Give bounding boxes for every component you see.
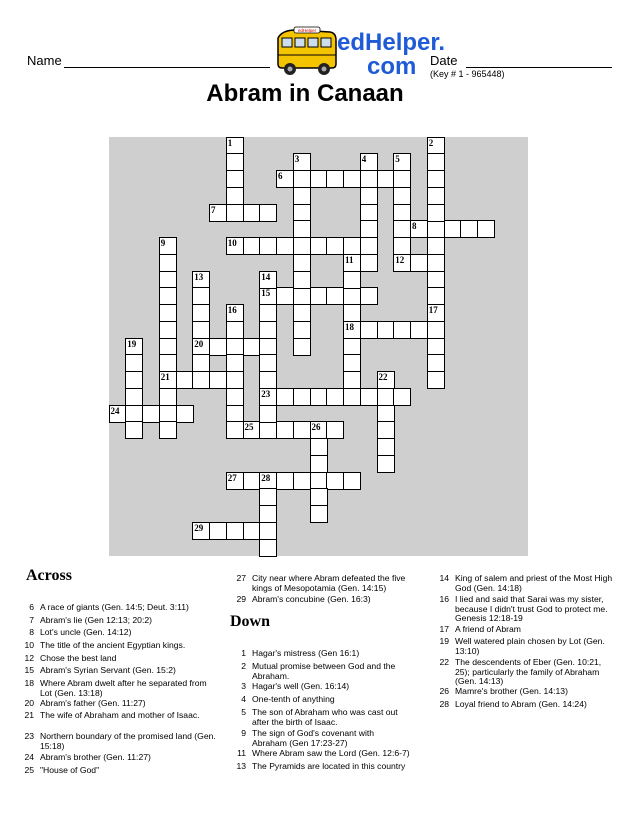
clue-text: Loyal friend to Abram (Gen. 14:24) [455, 699, 587, 709]
crossword-cell[interactable] [125, 354, 143, 372]
page-title: Abram in Canaan [206, 80, 404, 107]
crossword-cell[interactable] [477, 220, 495, 238]
crossword-cell[interactable] [377, 170, 395, 188]
crossword-cell[interactable] [360, 388, 378, 406]
crossword-cell[interactable] [209, 371, 227, 389]
crossword-cell[interactable] [427, 170, 445, 188]
clue-number: 4 [241, 694, 246, 704]
clue-number: 9 [241, 728, 246, 738]
clue-number: 8 [29, 627, 34, 637]
clue-number: 27 [227, 472, 237, 483]
clue-text: Hagar's well (Gen. 16:14) [252, 681, 350, 691]
clue-number: 29 [236, 594, 246, 604]
crossword-cell[interactable] [310, 287, 328, 305]
crossword-cell[interactable] [310, 421, 328, 439]
crossword-cell[interactable] [226, 170, 244, 188]
crossword-cell[interactable] [326, 472, 344, 490]
crossword-grid [109, 137, 528, 556]
crossword-cell[interactable] [343, 472, 361, 490]
clue-number: 25 [24, 765, 34, 775]
crossword-cell[interactable] [444, 220, 462, 238]
crossword-cell[interactable] [293, 271, 311, 289]
clue-number: 19 [127, 338, 137, 349]
crossword-cell[interactable] [410, 220, 428, 238]
crossword-cell[interactable] [293, 187, 311, 205]
clue-number: 25 [244, 422, 254, 433]
crossword-cell[interactable] [427, 187, 445, 205]
crossword-cell[interactable] [259, 304, 277, 322]
clue-number: 4 [361, 154, 367, 165]
crossword-cell[interactable] [293, 254, 311, 272]
crossword-cell[interactable] [259, 287, 277, 305]
clue-text: The Pyramids are located in this country [252, 761, 406, 771]
crossword-cell[interactable] [360, 153, 378, 171]
clue-text: One-tenth of anything [252, 694, 335, 704]
clue-number: 27 [236, 573, 246, 583]
clue-text: King of salem and priest of the Most High God (Gen. 14:18) [455, 573, 613, 593]
crossword-cell[interactable] [226, 304, 244, 322]
crossword-cell[interactable] [226, 421, 244, 439]
crossword-cell[interactable] [293, 338, 311, 356]
crossword-cell[interactable] [159, 405, 177, 423]
clue-number: 24 [110, 405, 120, 416]
crossword-cell[interactable] [259, 237, 277, 255]
crossword-cell[interactable] [377, 388, 395, 406]
crossword-cell[interactable] [259, 421, 277, 439]
clue-number: 7 [211, 204, 216, 215]
crossword-cell[interactable] [243, 237, 261, 255]
crossword-cell[interactable] [226, 371, 244, 389]
crossword-cell[interactable] [343, 170, 361, 188]
clue-number: 23 [261, 388, 271, 399]
crossword-cell[interactable] [226, 237, 244, 255]
clue-number: 11 [237, 748, 246, 758]
crossword-cell[interactable] [427, 254, 445, 272]
clue-number: 3 [294, 154, 300, 165]
crossword-cell[interactable] [192, 522, 210, 540]
crossword-cell[interactable] [410, 321, 428, 339]
clue-number: 8 [412, 221, 417, 232]
crossword-cell[interactable] [192, 321, 210, 339]
crossword-cell[interactable] [377, 455, 395, 473]
date-label: Date [430, 53, 458, 68]
crossword-cell[interactable] [159, 421, 177, 439]
clue-number: 15 [24, 665, 34, 675]
crossword-cell[interactable] [393, 254, 411, 272]
clue-number: 1 [227, 137, 233, 148]
crossword-cell[interactable] [259, 539, 277, 557]
crossword-cell[interactable] [243, 421, 261, 439]
crossword-cell[interactable] [343, 371, 361, 389]
crossword-cell[interactable] [293, 153, 311, 171]
clue-number: 2 [428, 137, 434, 148]
crossword-cell[interactable] [276, 421, 294, 439]
crossword-cell[interactable] [360, 287, 378, 305]
clue-text: Where Abram saw the Lord (Gen. 12:6-7) [252, 748, 410, 758]
clue-number: 10 [24, 640, 34, 650]
clue-text: The son of Abraham who was cast out after the birth of Isaac. [252, 707, 398, 727]
clue-number: 29 [194, 522, 204, 533]
crossword-cell[interactable] [209, 204, 227, 222]
crossword-cell[interactable] [125, 388, 143, 406]
clue-number: 12 [24, 653, 34, 663]
clue-text: Where Abram dwelt after he separated from Lot (Gen. 13:18) [40, 678, 207, 698]
crossword-cell[interactable] [377, 321, 395, 339]
crossword-cell[interactable] [310, 505, 328, 523]
crossword-cell[interactable] [410, 254, 428, 272]
clue-number: 13 [236, 761, 246, 771]
crossword-cell[interactable] [293, 421, 311, 439]
crossword-cell[interactable] [393, 321, 411, 339]
down-heading: Down [230, 613, 271, 630]
crossword-cell[interactable] [343, 271, 361, 289]
name-label: Name [27, 53, 62, 68]
clue-text: Lot's uncle (Gen. 14:12) [40, 627, 132, 637]
crossword-cell[interactable] [226, 321, 244, 339]
clue-number: 21 [160, 372, 170, 382]
clue-number: 24 [24, 752, 34, 762]
clue-number: 19 [439, 636, 449, 646]
crossword-cell[interactable] [259, 321, 277, 339]
crossword-cell[interactable] [393, 220, 411, 238]
crossword-cell[interactable] [360, 237, 378, 255]
clue-text: Abram's concubine (Gen. 16:3) [252, 594, 371, 604]
crossword-cell[interactable] [226, 204, 244, 222]
clue-text: Mutual promise between God and the Abraham. [252, 661, 396, 681]
crossword-cell[interactable] [377, 438, 395, 456]
crossword-cell[interactable] [310, 488, 328, 506]
clue-number: 18 [24, 678, 34, 688]
crossword-cell[interactable] [109, 405, 127, 423]
clue-text: City near where Abram defeated the five kings of Mesopotamia (Gen. 14:15) [252, 573, 406, 593]
clue-number: 23 [24, 731, 34, 741]
crossword-cell[interactable] [393, 187, 411, 205]
crossword-cell[interactable] [243, 338, 261, 356]
crossword-cell[interactable] [343, 237, 361, 255]
crossword-cell[interactable] [259, 338, 277, 356]
crossword-cell[interactable] [259, 388, 277, 406]
crossword-cell[interactable] [393, 170, 411, 188]
date-line[interactable] [466, 67, 612, 68]
crossword-cell[interactable] [226, 338, 244, 356]
crossword-cell[interactable] [293, 304, 311, 322]
crossword-cell[interactable] [427, 137, 445, 155]
crossword-cell[interactable] [293, 287, 311, 305]
crossword-cell[interactable] [243, 472, 261, 490]
crossword-cell[interactable] [326, 287, 344, 305]
crossword-cell[interactable] [343, 287, 361, 305]
clue-text: I lied and said that Sarai was my sister, because I didn't trust God to protect me. Genesis 12:18-19 [455, 594, 608, 623]
clue-text: "House of God" [40, 765, 100, 775]
crossword-cell[interactable] [310, 237, 328, 255]
crossword-cell[interactable] [192, 371, 210, 389]
crossword-cell[interactable] [259, 371, 277, 389]
crossword-cell[interactable] [293, 237, 311, 255]
crossword-cell[interactable] [226, 137, 244, 155]
crossword-cell[interactable] [259, 472, 277, 490]
clue-text: The descendents of Eber (Gen. 10:21, 25); particularly the family of Abraham (Gen. 14:13) [455, 657, 602, 686]
clue-text: Well watered plain chosen by Lot (Gen. 13:10) [455, 636, 605, 656]
crossword-cell[interactable] [310, 388, 328, 406]
crossword-cell[interactable] [259, 405, 277, 423]
crossword-cell[interactable] [293, 170, 311, 188]
crossword-cell[interactable] [159, 354, 177, 372]
clue-text: Abram's brother (Gen. 11:27) [40, 752, 151, 762]
crossword-cell[interactable] [326, 388, 344, 406]
crossword-cell[interactable] [125, 338, 143, 356]
clue-number: 5 [241, 707, 246, 717]
crossword-cell[interactable] [159, 271, 177, 289]
crossword-cell[interactable] [259, 354, 277, 372]
clue-number: 21 [24, 710, 34, 720]
clue-number: 1 [241, 648, 246, 658]
clue-number: 16 [227, 305, 237, 315]
crossword-cell[interactable] [360, 187, 378, 205]
crossword-cell[interactable] [343, 254, 361, 272]
clue-number: 16 [439, 594, 449, 604]
crossword-cell[interactable] [393, 204, 411, 222]
crossword-cell[interactable] [192, 304, 210, 322]
clue-text: Abram's lie (Gen 12:13; 20:2) [40, 615, 152, 625]
crossword-cell[interactable] [310, 455, 328, 473]
crossword-cell[interactable] [159, 338, 177, 356]
clue-text: Mamre's brother (Gen. 14:13) [455, 686, 568, 696]
crossword-cell[interactable] [293, 220, 311, 238]
crossword-cell[interactable] [276, 287, 294, 305]
clue-number: 11 [345, 254, 354, 265]
crossword-cell[interactable] [276, 237, 294, 255]
clue-number: 5 [395, 154, 400, 165]
crossword-cell[interactable] [360, 220, 378, 238]
crossword-cell[interactable] [293, 204, 311, 222]
crossword-cell[interactable] [326, 170, 344, 188]
crossword-cell[interactable] [293, 388, 311, 406]
crossword-cell[interactable] [276, 388, 294, 406]
crossword-cell[interactable] [393, 153, 411, 171]
crossword-cell[interactable] [259, 204, 277, 222]
clue-number: 6 [278, 171, 283, 181]
crossword-cell[interactable] [427, 338, 445, 356]
crossword-cell[interactable] [343, 354, 361, 372]
crossword-cell[interactable] [159, 321, 177, 339]
clue-number: 28 [261, 472, 271, 483]
school-bus-icon [278, 27, 336, 75]
crossword-cell[interactable] [159, 388, 177, 406]
crossword-cell[interactable] [427, 153, 445, 171]
crossword-cell[interactable] [226, 187, 244, 205]
crossword-cell[interactable] [176, 371, 194, 389]
name-line[interactable] [64, 67, 270, 68]
clue-number: 17 [439, 624, 449, 634]
clue-text: The sign of God's covenant with Abraham (Gen 17:23-27) [252, 728, 375, 748]
logo-text-bottom: com [367, 53, 417, 80]
clue-number: 6 [29, 602, 34, 612]
clue-text: Northern boundary of the promised land (Gen. 15:18) [40, 731, 216, 751]
crossword-cell[interactable] [276, 472, 294, 490]
clue-number: 17 [428, 305, 438, 315]
clue-text: The wife of Abraham and mother of Isaac. [40, 710, 200, 720]
crossword-cell[interactable] [192, 354, 210, 372]
crossword-cell[interactable] [293, 472, 311, 490]
logo-text-top: edHelper. [337, 29, 446, 56]
crossword-cell[interactable] [226, 388, 244, 406]
clue-number: 13 [194, 271, 204, 282]
clue-text: Abram's father (Gen. 11:27) [40, 698, 146, 708]
crossword-cell[interactable] [293, 321, 311, 339]
clue-number: 26 [439, 686, 449, 696]
crossword-cell[interactable] [125, 405, 143, 423]
crossword-cell[interactable] [226, 472, 244, 490]
clue-text: Hagar's mistress (Gen 16:1) [252, 648, 360, 658]
crossword-cell[interactable] [343, 321, 361, 339]
clue-number: 22 [378, 372, 388, 382]
crossword-cell[interactable] [125, 421, 143, 439]
clue-number: 3 [241, 681, 246, 691]
crossword-cell[interactable] [343, 388, 361, 406]
crossword-cell[interactable] [427, 271, 445, 289]
crossword-cell[interactable] [360, 321, 378, 339]
crossword-cell[interactable] [209, 522, 227, 540]
clue-text: A race of giants (Gen. 14:5; Deut. 3:11) [40, 602, 189, 612]
crossword-cell[interactable] [310, 438, 328, 456]
clue-number: 7 [29, 615, 34, 625]
crossword-cell[interactable] [226, 405, 244, 423]
crossword-cell[interactable] [393, 388, 411, 406]
crossword-cell[interactable] [427, 371, 445, 389]
crossword-cell[interactable] [377, 405, 395, 423]
crossword-cell[interactable] [226, 522, 244, 540]
crossword-cell[interactable] [243, 522, 261, 540]
clue-number: 14 [261, 271, 271, 282]
crossword-cell[interactable] [360, 254, 378, 272]
crossword-cell[interactable] [192, 338, 210, 356]
crossword-cell[interactable] [259, 522, 277, 540]
crossword-cell[interactable] [343, 338, 361, 356]
crossword-cell[interactable] [427, 204, 445, 222]
crossword-cell[interactable] [310, 170, 328, 188]
crossword-cell[interactable] [192, 287, 210, 305]
clue-text: The title of the ancient Egyptian kings. [40, 640, 186, 650]
crossword-cell[interactable] [360, 170, 378, 188]
clue-number: 18 [345, 321, 354, 332]
crossword-cell[interactable] [276, 170, 294, 188]
crossword-cell[interactable] [427, 304, 445, 322]
crossword-cell[interactable] [226, 153, 244, 171]
crossword-cell[interactable] [259, 505, 277, 523]
clue-number: 28 [439, 699, 449, 709]
crossword-cell[interactable] [377, 421, 395, 439]
crossword-cell[interactable] [176, 405, 194, 423]
crossword-cell[interactable] [159, 304, 177, 322]
crossword-cell[interactable] [142, 405, 160, 423]
crossword-cell[interactable] [393, 237, 411, 255]
crossword-cell[interactable] [310, 472, 328, 490]
across-heading: Across [26, 567, 72, 584]
clue-number: 10 [227, 238, 237, 248]
clue-number: 2 [241, 661, 246, 671]
crossword-cell[interactable] [259, 271, 277, 289]
crossword-cell[interactable] [259, 488, 277, 506]
crossword-cell[interactable] [159, 254, 177, 272]
clue-number: 9 [160, 238, 166, 248]
crossword-cell[interactable] [192, 271, 210, 289]
clue-number: 14 [439, 573, 449, 583]
crossword-cell[interactable] [243, 204, 261, 222]
key-number: (Key # 1 - 965448) [430, 69, 505, 79]
crossword-cell[interactable] [427, 354, 445, 372]
crossword-cell[interactable] [427, 287, 445, 305]
bus-sign: edHelper [297, 28, 317, 33]
crossword-cell[interactable] [377, 371, 395, 389]
crossword-cell[interactable] [226, 354, 244, 372]
clue-text: Chose the best land [40, 653, 117, 663]
crossword-cell[interactable] [360, 204, 378, 222]
clue-number: 20 [194, 338, 204, 349]
crossword-cell[interactable] [460, 220, 478, 238]
crossword-cell[interactable] [343, 304, 361, 322]
crossword-cell[interactable] [326, 421, 344, 439]
crossword-cell[interactable] [209, 338, 227, 356]
crossword-cell[interactable] [427, 321, 445, 339]
crossword-cell[interactable] [159, 287, 177, 305]
clue-text: A friend of Abram [455, 624, 521, 634]
clue-number: 22 [439, 657, 449, 667]
crossword-cell[interactable] [159, 237, 177, 255]
clue-number: 20 [24, 698, 34, 708]
crossword-cell[interactable] [125, 371, 143, 389]
clue-number: 12 [395, 254, 405, 265]
clue-number: 15 [261, 288, 271, 299]
crossword-cell[interactable] [427, 237, 445, 255]
clue-text: Abram's Syrian Servant (Gen. 15:2) [40, 665, 176, 675]
crossword-cell[interactable] [427, 220, 445, 238]
crossword-cell[interactable] [159, 371, 177, 389]
clue-number: 26 [311, 422, 321, 433]
crossword-cell[interactable] [326, 237, 344, 255]
